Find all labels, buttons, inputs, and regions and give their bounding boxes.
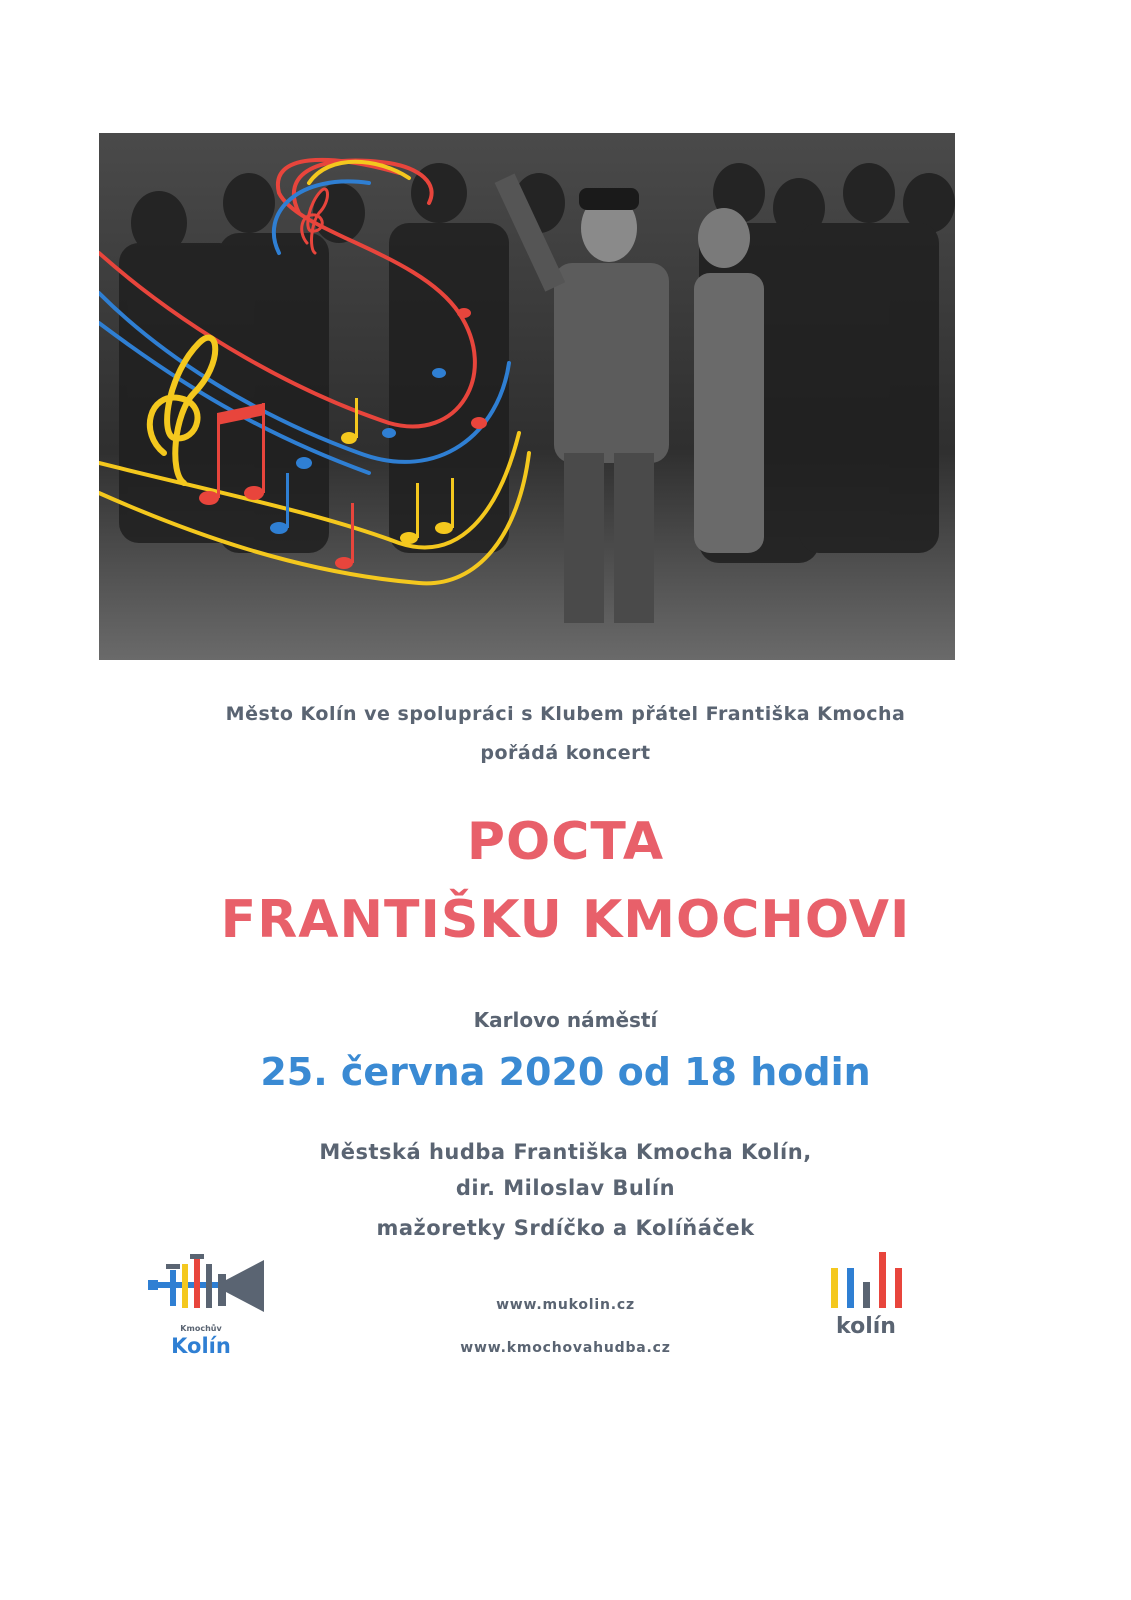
event-date: 25. června 2020 od 18 hodin [260, 1050, 871, 1094]
logo-small-caption: Kmochův [180, 1324, 222, 1333]
event-type-line: pořádá koncert [480, 742, 651, 764]
performer-line-3: mažoretky Srdíčko a Kolíňáček [376, 1216, 755, 1240]
organizer-line: Město Kolín ve spolupráci s Klubem přátel Františka Kmocha [225, 703, 906, 725]
website-link-kmochovahudba[interactable]: www.kmochovahudba.cz [460, 1340, 671, 1356]
kolin-city-logo [825, 1250, 915, 1360]
kmochuv-kolin-logo [146, 1250, 276, 1365]
band-photo-illustration [99, 133, 955, 660]
kolin-logo-caption: kolín [836, 1314, 896, 1339]
kolin-bars-icon [825, 1250, 915, 1310]
header-photo [99, 133, 955, 660]
venue: Karlovo náměstí [473, 1008, 658, 1032]
logo-main-caption: Kolín [171, 1334, 231, 1358]
title-line-2: FRANTIŠKU KMOCHOVI [220, 890, 911, 950]
performer-line-2: dir. Miloslav Bulín [455, 1176, 676, 1200]
title-line-1: POCTA [466, 812, 665, 872]
trumpet-icon [146, 1250, 276, 1322]
performer-line-1: Městská hudba Františka Kmocha Kolín, [319, 1140, 812, 1164]
website-link-mukolin[interactable]: www.mukolin.cz [496, 1297, 635, 1313]
